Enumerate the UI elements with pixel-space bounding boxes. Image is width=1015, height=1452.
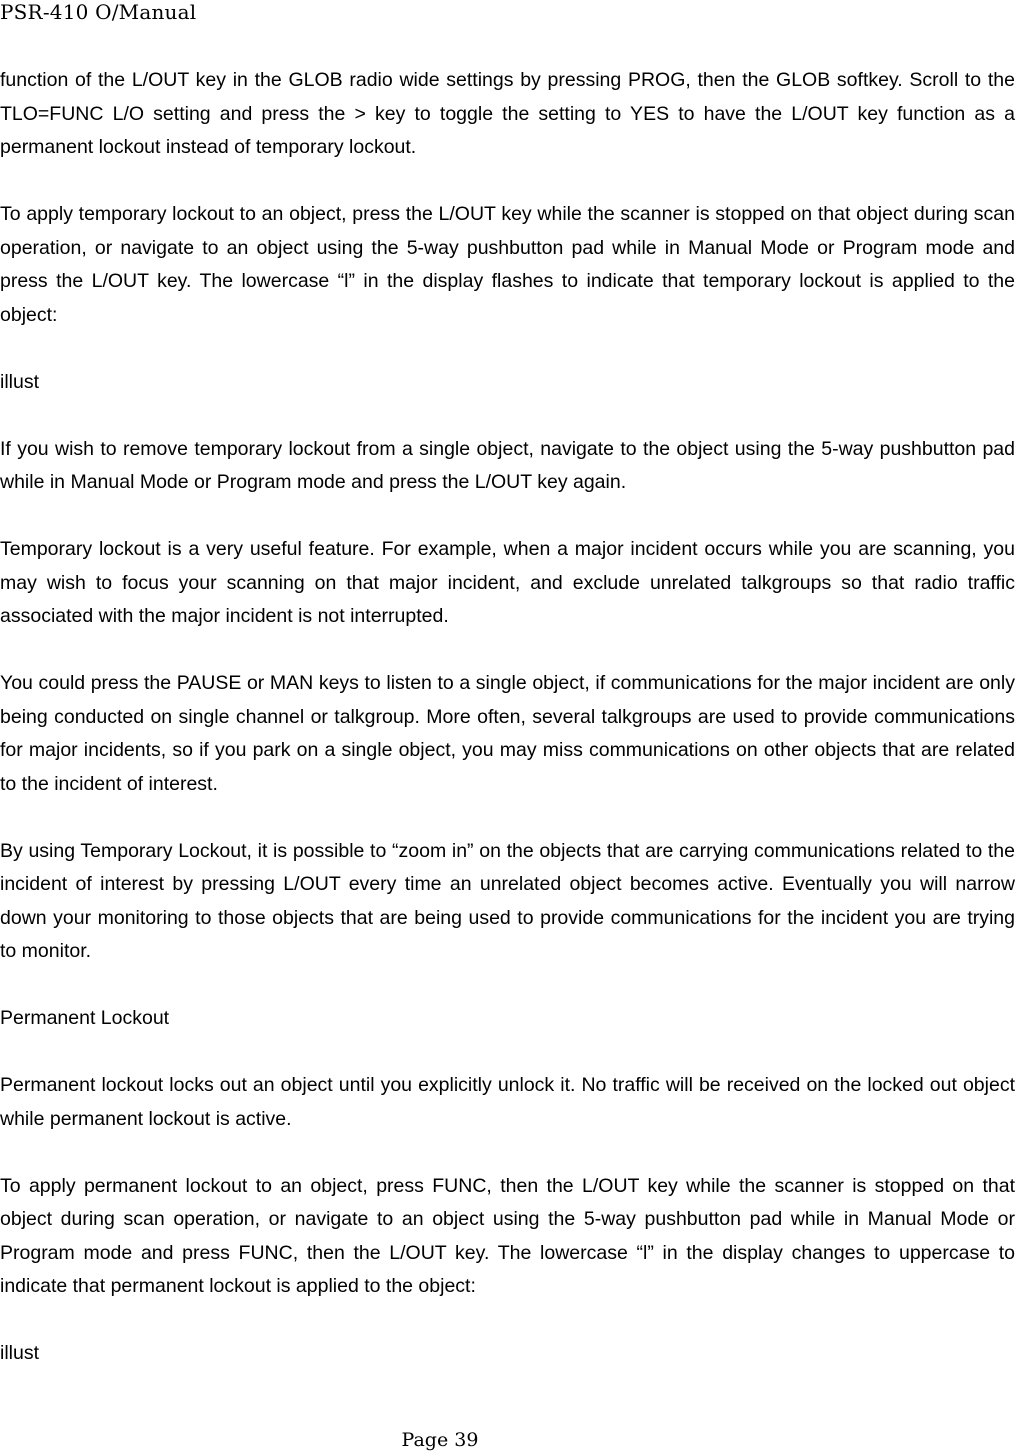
paragraph-temporary-lockout-usefulness: Temporary lockout is a very useful feature. For example, when a major incident occurs while you are scanning, you may wish to focus your scanning on that major incident, and exclude unrelated talkgroups so that radio traffic associated with the major incident is not interrupted. xyxy=(0,538,1015,627)
paragraph-zoom-in: By using Temporary Lockout, it is possible to “zoom in” on the objects that are carrying communications related to the incident of interest by pressing L/OUT every time an unrelated object becomes active. Eventually you will narrow down your monitoring to those objects that are being used to provide communications for the incident you are trying to monitor. xyxy=(0,839,1015,962)
page-number: Page 39 xyxy=(401,1429,479,1451)
paragraph-permanent-lockout-definition: Permanent lockout locks out an object until you explicitly unlock it. No traffic will be received on the locked out object while permanent lockout is active. xyxy=(0,1074,1015,1130)
page-header: PSR-410 O/Manual xyxy=(0,0,197,24)
paragraph-apply-permanent-lockout: To apply permanent lockout to an object, press FUNC, then the L/OUT key while the scanner is stopped on that object during scan operation, or navigate to an object using the 5-way pushbutton pad while in Manual Mode or Program mode and press FUNC, then the L/OUT key. The lowercase “l” in the display changes to uppercase to indicate that permanent lockout is applied to the object: xyxy=(0,1174,1015,1297)
paragraph-pause-man-keys: You could press the PAUSE or MAN keys to listen to a single object, if communications for the major incident are only being conducted on single channel or talkgroup. More often, several talkgroups are used to provide communications for major incidents, so if you park on a single object, you may miss communications on other objects that are related to the incident of interest. xyxy=(0,672,1015,795)
illustration-placeholder: illust xyxy=(0,1342,40,1364)
section-heading-permanent-lockout: Permanent Lockout xyxy=(0,1007,170,1029)
paragraph-glob-setting: function of the L/OUT key in the GLOB radio wide settings by pressing PROG, then the GLOB softkey. Scroll to the TLO=FUNC L/O setting and press the > key to toggle the setting to YES to have the L/OUT key function as a permanent lockout instead of temporary lockout. xyxy=(0,69,1015,158)
paragraph-apply-temporary-lockout: To apply temporary lockout to an object, press the L/OUT key while the scanner is stopped on that object during scan operation, or navigate to an object using the 5-way pushbutton pad while in Manual Mode or Program mode and press the L/OUT key. The lowercase “l” in the display flashes to indicate that temporary lockout is applied to the object: xyxy=(0,203,1015,326)
document-body xyxy=(0,64,1015,1404)
illustration-placeholder: illust xyxy=(0,370,40,393)
paragraph-remove-temporary-lockout: If you wish to remove temporary lockout from a single object, navigate to the object using the 5-way pushbutton pad while in Manual Mode or Program mode and press the L/OUT key again. xyxy=(0,437,1015,493)
